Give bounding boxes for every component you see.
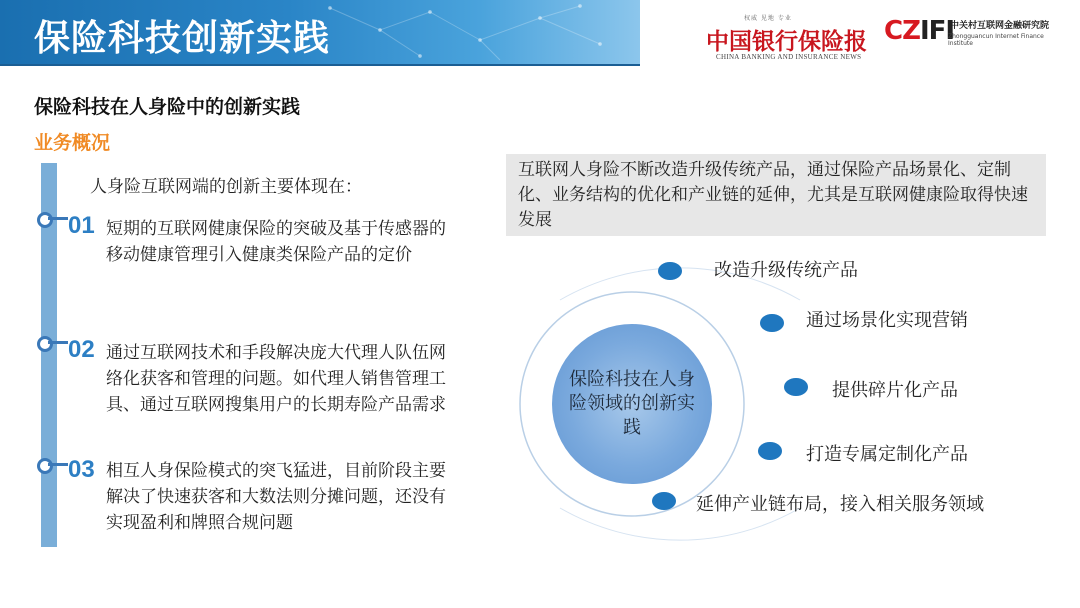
branch-dot xyxy=(658,262,682,280)
czifi-name: 中关村互联网金融研究院 xyxy=(950,21,1050,31)
branch-dot xyxy=(784,378,808,396)
item-number: 03 xyxy=(68,456,95,483)
branch-dot xyxy=(758,442,782,460)
item-text: 相互人身保险模式的突飞猛进，目前阶段主要解决了快速获客和大数法则分摊问题，还没有实现盈利和牌照合规问题 xyxy=(106,461,446,533)
branch-label: 通过场景化实现营销 xyxy=(806,310,968,331)
branch-dot xyxy=(652,492,676,510)
czifi-mark xyxy=(884,16,954,46)
cbi-tagline: 权威 见地 专业 xyxy=(744,15,792,22)
timeline-connector xyxy=(48,341,68,344)
section-label: 业务概况 xyxy=(34,132,111,154)
page-title: 保险科技创新实践 xyxy=(34,18,331,59)
summary-box xyxy=(506,154,1046,236)
header-banner xyxy=(0,0,640,64)
item-number: 02 xyxy=(68,336,95,363)
czifi-mark-left: CZ xyxy=(884,16,920,46)
item-number: 01 xyxy=(68,212,95,239)
timeline-connector xyxy=(48,217,68,220)
timeline-dot xyxy=(37,458,53,474)
cbi-english: CHINA BANKING AND INSURANCE NEWS xyxy=(716,53,862,61)
branch-label: 打造专属定制化产品 xyxy=(806,444,968,465)
branch-label: 改造升级传统产品 xyxy=(714,260,858,281)
timeline-connector xyxy=(48,463,68,466)
item-text: 短期的互联网健康保险的突破及基于传感器的移动健康管理引入健康类保险产品的定价 xyxy=(106,219,446,265)
banner-underline xyxy=(0,64,640,66)
center-text: 保险科技在人身险领域的创新实践 xyxy=(569,369,695,438)
branch-label: 延伸产业链布局，接入相关服务领域 xyxy=(696,494,984,515)
cbi-logo xyxy=(704,13,874,61)
branch-dot xyxy=(760,314,784,332)
item-text: 通过互联网技术和手段解决庞大代理人队伍网络化获客和管理的问题。如代理人销售管理工具、通过互联网搜集用户的长期寿险产品需求 xyxy=(106,343,446,415)
timeline-dot xyxy=(37,336,53,352)
czifi-mark-right: IFI xyxy=(919,16,955,46)
branch-label: 提供碎片化产品 xyxy=(832,380,958,401)
section-subtitle: 保险科技在人身险中的创新实践 xyxy=(34,96,301,118)
czifi-logo xyxy=(884,16,1064,52)
cbi-name: 中国银行保险报 xyxy=(706,28,867,55)
timeline-dot xyxy=(37,212,53,228)
summary-text: 互联网人身险不断改造升级传统产品，通过保险产品场景化、定制化、业务结构的优化和产业链的延伸，尤其是互联网健康险取得快速发展 xyxy=(518,160,1028,230)
center-circle xyxy=(552,324,712,484)
intro-text: 人身险互联网端的创新主要体现在： xyxy=(90,177,362,197)
czifi-english: Zhongguancun Internet Finance Institute xyxy=(948,33,1044,47)
